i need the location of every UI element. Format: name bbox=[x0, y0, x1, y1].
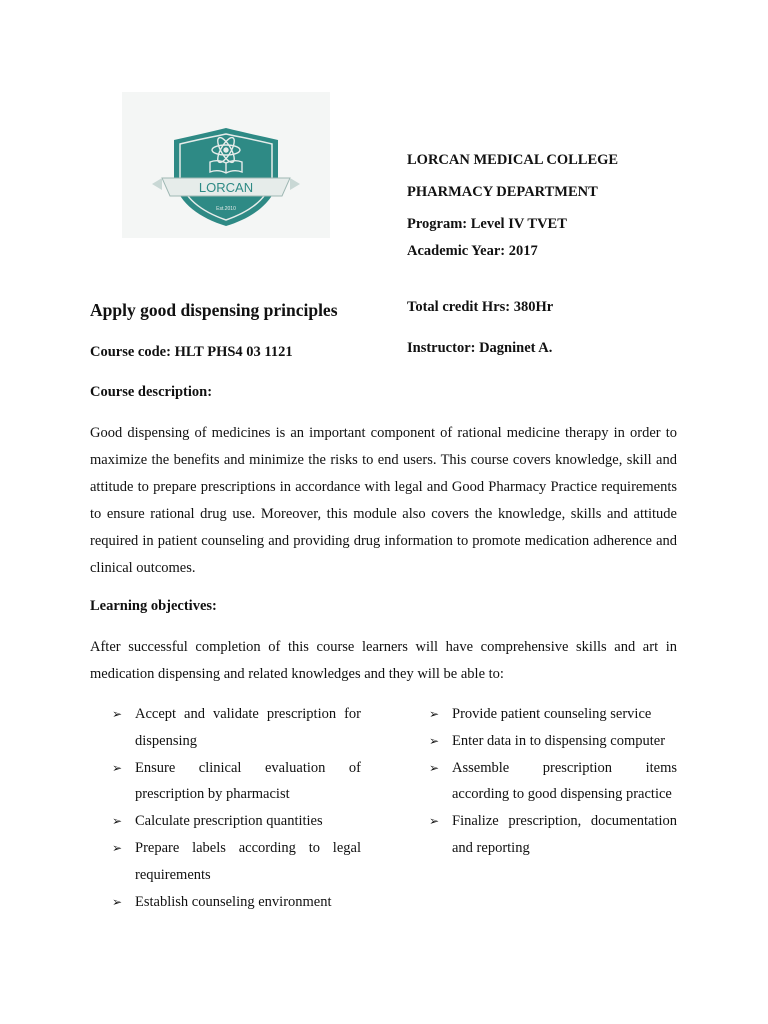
list-item: ➢ Accept and validate prescription for dispensing bbox=[90, 701, 361, 755]
instructor: Instructor: Dagninet A. bbox=[407, 340, 553, 356]
objectives-heading: Learning objectives: bbox=[90, 598, 217, 614]
logo-text: LORCAN bbox=[198, 180, 254, 195]
arrow-bullet-icon: ➢ bbox=[112, 760, 123, 775]
list-item: ➢ Calculate prescription quantities bbox=[90, 808, 361, 835]
arrow-bullet-icon: ➢ bbox=[429, 760, 440, 775]
objectives-intro: After successful completion of this course learners will have comprehensive skills and art in medication dispensing and related knowledges and they will be able to: bbox=[90, 639, 677, 682]
objectives-list-left bbox=[90, 701, 361, 915]
list-item: ➢ Ensure clinical evaluation of prescription by pharmacist bbox=[90, 755, 361, 809]
list-item: ➢ Prepare labels according to legal requirements bbox=[90, 835, 361, 889]
logo-est: Est.2010 bbox=[216, 206, 236, 212]
department-name: PHARMACY DEPARTMENT bbox=[407, 184, 598, 200]
list-item: ➢ Provide patient counseling service bbox=[407, 701, 677, 728]
description-heading: Course description: bbox=[90, 384, 213, 400]
course-code: Course code: HLT PHS4 03 1121 bbox=[90, 344, 293, 360]
total-credit: Total credit Hrs: 380Hr bbox=[407, 299, 554, 315]
arrow-bullet-icon: ➢ bbox=[429, 733, 440, 748]
list-item: ➢ Finalize prescription, documentation and reporting bbox=[407, 808, 677, 862]
arrow-bullet-icon: ➢ bbox=[429, 814, 440, 829]
course-title: Apply good dispensing principles bbox=[90, 300, 338, 320]
description-text: Good dispensing of medicines is an important component of rational medicine therapy in order to maximize the benefits and minimize the risks to end users. This course covers knowledge, skill and attitude to prepare prescriptions in accordance with legal and Good Pharmacy Practice requirements to ensure rational drug use. Moreover, this module also covers the knowledge, skills and attitude required in patient counseling and providing drug information to promote medication adherence and clinical outcomes. bbox=[90, 425, 677, 576]
program-label: Program: Level IV TVET bbox=[407, 216, 567, 232]
arrow-bullet-icon: ➢ bbox=[429, 707, 440, 721]
college-logo bbox=[122, 92, 330, 238]
list-item: ➢ Enter data in to dispensing computer bbox=[407, 728, 677, 755]
arrow-bullet-icon: ➢ bbox=[112, 894, 123, 909]
academic-year: Academic Year: 2017 bbox=[407, 243, 538, 259]
list-item: ➢ Assemble prescription items according to good dispensing practice bbox=[407, 755, 677, 809]
college-name: LORCAN MEDICAL COLLEGE bbox=[407, 152, 619, 168]
list-item: ➢ Establish counseling environment bbox=[90, 889, 361, 916]
arrow-bullet-icon: ➢ bbox=[112, 814, 123, 829]
arrow-bullet-icon: ➢ bbox=[112, 840, 123, 855]
arrow-bullet-icon: ➢ bbox=[112, 707, 123, 721]
shield-logo-icon bbox=[122, 92, 330, 238]
objectives-list-right bbox=[407, 701, 677, 862]
